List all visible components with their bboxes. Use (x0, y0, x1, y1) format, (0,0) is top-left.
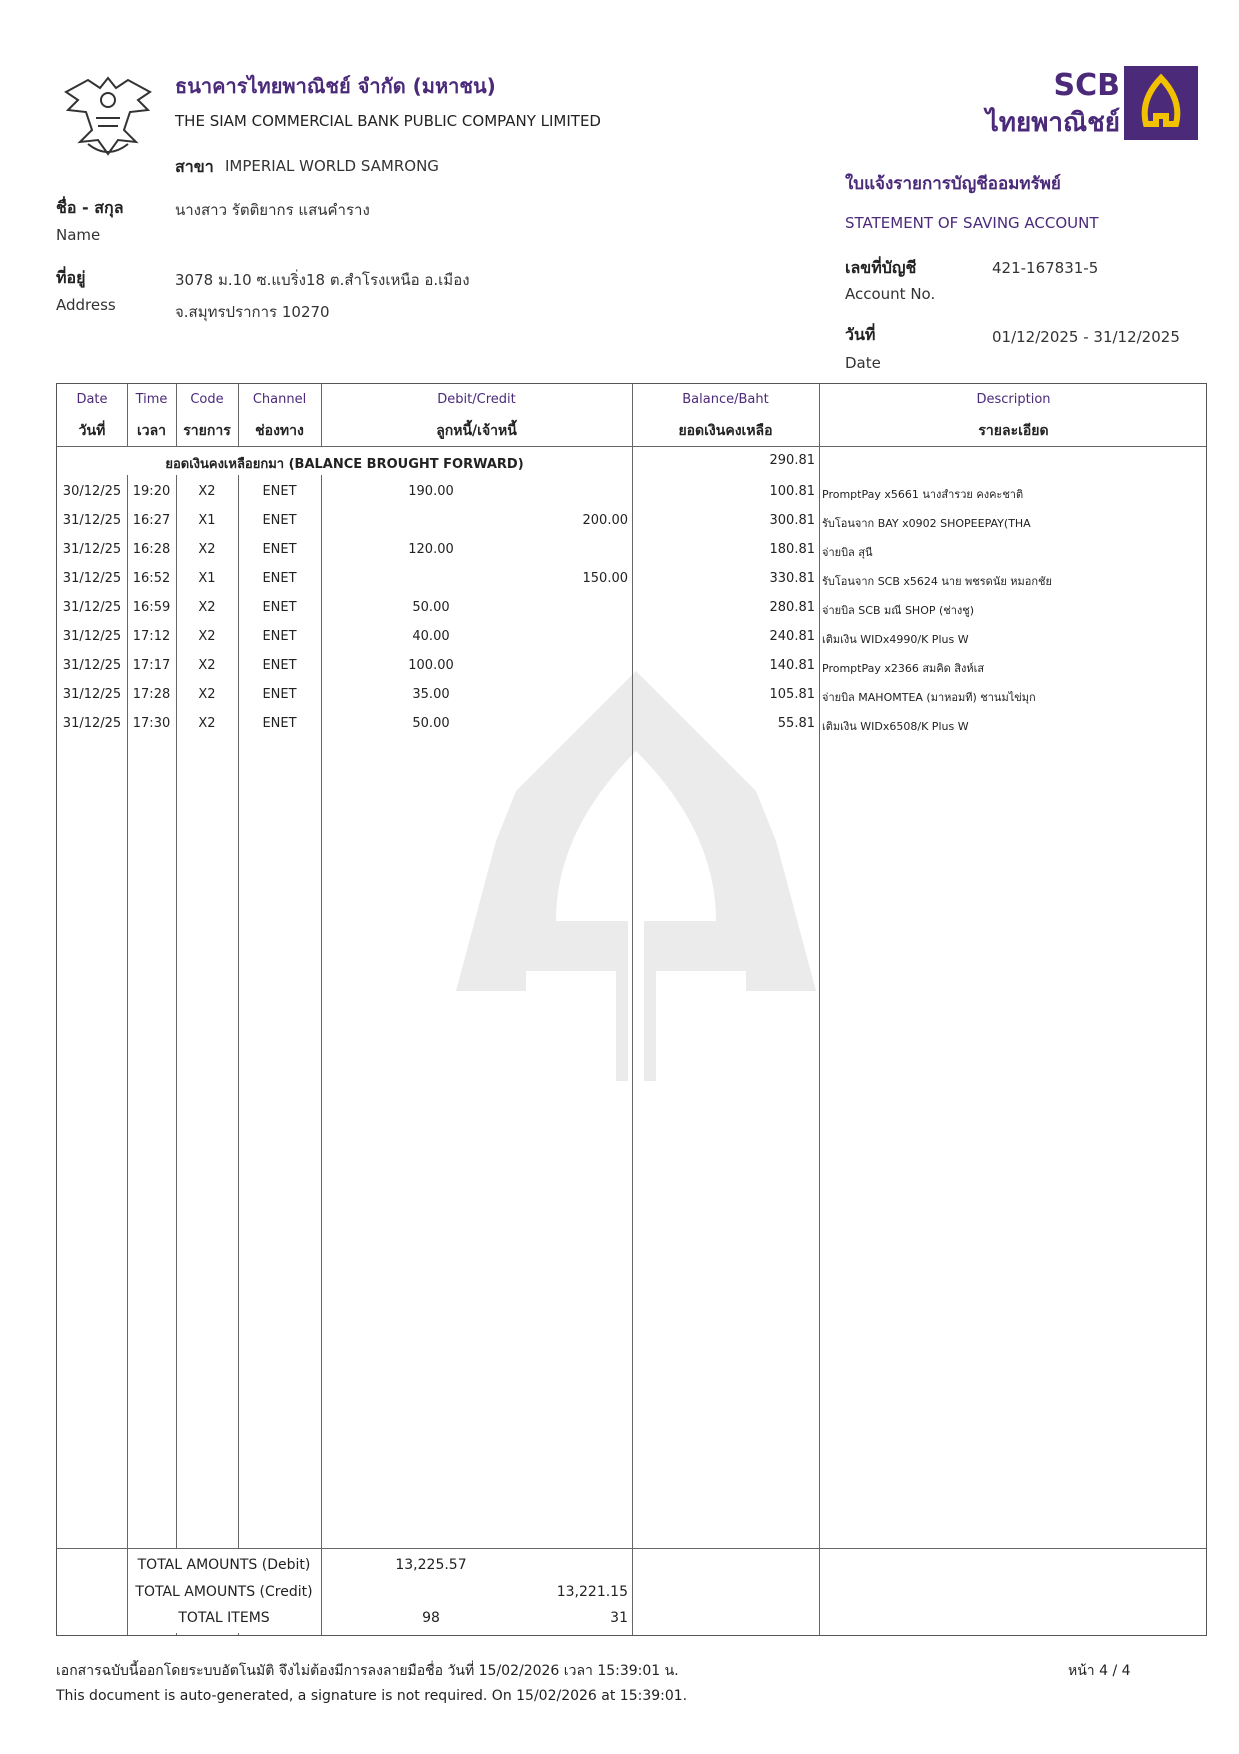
table-cell-debit: 50.00 (412, 716, 450, 731)
brought-forward-label: ยอดเงินคงเหลือยกมา (BALANCE BROUGHT FORWARD) (165, 457, 524, 472)
table-cell-date: 31/12/25 (62, 658, 122, 673)
total-items-debit: 98 (422, 1610, 440, 1626)
table-cell-time: 16:52 (132, 571, 171, 586)
scb-logo-text-th: ไทยพาณิชย์ (985, 108, 1120, 138)
total-items-label: TOTAL ITEMS (178, 1610, 270, 1626)
table-cell-balance: 105.81 (769, 687, 815, 702)
table-cell-desc: รับโอนจาก BAY x0902 SHOPEEPAY(THA (822, 517, 1031, 530)
account-number: 421-167831-5 (992, 259, 1099, 277)
table-cell-date: 31/12/25 (62, 600, 122, 615)
header-channel-th: ช่องทาง (255, 423, 304, 439)
statement-title-th: ใบแจ้งรายการบัญชีออมทรัพย์ (845, 174, 1061, 194)
table-cell-time: 16:27 (132, 513, 171, 528)
table-cell-time: 16:28 (132, 542, 171, 557)
table-cell-debit: 120.00 (408, 542, 454, 557)
table-cell-balance: 330.81 (769, 571, 815, 586)
table-cell-channel: ENET (262, 629, 297, 644)
header-debitcredit-th: ลูกหนี้/เจ้าหนี้ (436, 423, 517, 439)
address-label-en: Address (56, 296, 116, 314)
table-cell-debit: 190.00 (408, 484, 454, 499)
header-debitcredit-en: Debit/Credit (437, 392, 516, 407)
table-cell-debit: 35.00 (412, 687, 450, 702)
table-cell-channel: ENET (262, 571, 297, 586)
table-cell-balance: 55.81 (777, 716, 815, 731)
date-label-th: วันที่ (845, 325, 876, 344)
total-debit-label: TOTAL AMOUNTS (Debit) (137, 1557, 311, 1573)
table-cell-balance: 100.81 (769, 484, 815, 499)
branch-value: IMPERIAL WORLD SAMRONG (225, 157, 439, 175)
table-cell-code: X2 (198, 687, 216, 702)
header-time-en: Time (135, 392, 168, 407)
branch-label: สาขา (175, 157, 214, 176)
customer-name: นางสาว รัตติยากร แสนคำราง (175, 201, 370, 219)
table-cell-desc: PromptPay x5661 นางสำรวย คงคะชาติ (822, 488, 1024, 501)
address-line2: จ.สมุทรปราการ 10270 (175, 303, 330, 321)
table-cell-desc: เติมเงิน WIDx6508/K Plus W (822, 720, 969, 733)
table-cell-time: 17:30 (132, 716, 171, 731)
table-cell-balance: 140.81 (769, 658, 815, 673)
table-cell-date: 31/12/25 (62, 542, 122, 557)
table-cell-channel: ENET (262, 542, 297, 557)
table-cell-debit: 40.00 (412, 629, 450, 644)
table-cell-balance: 240.81 (769, 629, 815, 644)
header-balance-en: Balance/Baht (682, 392, 769, 407)
total-items-credit: 31 (610, 1610, 628, 1626)
table-cell-channel: ENET (262, 687, 297, 702)
page-number: หน้า 4 / 4 (1068, 1663, 1131, 1679)
table-cell-code: X2 (198, 716, 216, 731)
scb-logo (970, 64, 1210, 140)
total-credit-label: TOTAL AMOUNTS (Credit) (135, 1584, 313, 1600)
header-date-th: วันที่ (78, 423, 106, 439)
total-debit-value: 13,225.57 (395, 1557, 467, 1573)
table-cell-desc: เติมเงิน WIDx4990/K Plus W (822, 633, 969, 646)
scb-logo-icon (1124, 66, 1198, 140)
table-cell-code: X2 (198, 484, 216, 499)
scb-logo-text-en: SCB (1053, 68, 1120, 103)
header-balance-th: ยอดเงินคงเหลือ (678, 423, 773, 439)
table-cell-time: 17:17 (132, 658, 171, 673)
header-description-th: รายละเอียด (978, 423, 1049, 439)
header-code-en: Code (190, 392, 224, 407)
brought-forward-balance: 290.81 (769, 453, 815, 468)
header-code-th: รายการ (183, 423, 231, 439)
table-cell-credit: 200.00 (582, 513, 628, 528)
table-cell-time: 17:12 (132, 629, 171, 644)
bank-name-en: THE SIAM COMMERCIAL BANK PUBLIC COMPANY LIMITED (175, 112, 601, 130)
table-cell-code: X2 (198, 629, 216, 644)
table-cell-credit: 150.00 (582, 571, 628, 586)
table-cell-debit: 50.00 (412, 600, 450, 615)
table-cell-date: 31/12/25 (62, 513, 122, 528)
address-label-th: ที่อยู่ (56, 268, 86, 287)
table-cell-desc: จ่ายบิล MAHOMTEA (มาหอมที) ชานมไข่มุก (822, 691, 1036, 704)
table-cell-desc: PromptPay x2366 สมคิด สิงห์เส (822, 662, 985, 675)
transactions-table (56, 383, 1207, 1636)
account-label-en: Account No. (845, 285, 936, 303)
table-cell-time: 19:20 (132, 484, 171, 499)
footer-note-en: This document is auto-generated, a signature is not required. On 15/02/2026 at 15:39:01. (56, 1688, 688, 1704)
table-cell-date: 31/12/25 (62, 629, 122, 644)
table-cell-balance: 300.81 (769, 513, 815, 528)
table-cell-desc: รับโอนจาก SCB x5624 นาย พชรดนัย หมอกชัย (822, 575, 1052, 588)
header-date-en: Date (76, 392, 108, 407)
table-cell-code: X2 (198, 600, 216, 615)
garuda-emblem-icon (58, 70, 158, 160)
table-cell-channel: ENET (262, 513, 297, 528)
table-cell-date: 31/12/25 (62, 571, 122, 586)
table-cell-code: X1 (198, 513, 216, 528)
table-cell-channel: ENET (262, 658, 297, 673)
table-cell-channel: ENET (262, 716, 297, 731)
header-time-th: เวลา (136, 423, 167, 439)
statement-date-range: 01/12/2025 - 31/12/2025 (992, 328, 1180, 346)
date-label-en: Date (845, 354, 881, 372)
table-cell-balance: 280.81 (769, 600, 815, 615)
table-cell-date: 31/12/25 (62, 687, 122, 702)
table-cell-channel: ENET (262, 600, 297, 615)
bank-name-th: ธนาคารไทยพาณิชย์ จำกัด (มหาชน) (175, 74, 496, 98)
table-cell-code: X1 (198, 571, 216, 586)
table-cell-balance: 180.81 (769, 542, 815, 557)
table-cell-desc: จ่ายบิล SCB มณี SHOP (ช่างชู) (822, 604, 975, 617)
footer-note-th: เอกสารฉบับนี้ออกโดยระบบอัตโนมัติ จึงไม่ต้องมีการลงลายมือชื่อ วันที่ 15/02/2026 เวลา 15:39:01 น. (56, 1663, 679, 1679)
table-cell-channel: ENET (262, 484, 297, 499)
table-cell-desc: จ่ายบิล สุนี (822, 546, 873, 559)
name-label-en: Name (56, 226, 101, 244)
account-label-th: เลขที่บัญชี (845, 258, 917, 277)
table-cell-time: 16:59 (132, 600, 171, 615)
header-description-en: Description (976, 392, 1051, 407)
table-cell-date: 31/12/25 (62, 716, 122, 731)
table-cell-time: 17:28 (132, 687, 171, 702)
table-cell-debit: 100.00 (408, 658, 454, 673)
table-cell-date: 30/12/25 (62, 484, 122, 499)
name-label-th: ชื่อ - สกุล (56, 198, 124, 217)
statement-title-en: STATEMENT OF SAVING ACCOUNT (845, 214, 1099, 232)
header-channel-en: Channel (252, 392, 307, 407)
table-cell-code: X2 (198, 658, 216, 673)
table-cell-code: X2 (198, 542, 216, 557)
address-line1: 3078 ม.10 ซ.แบริ่ง18 ต.สำโรงเหนือ อ.เมือง (175, 271, 470, 289)
total-credit-value: 13,221.15 (556, 1584, 628, 1600)
